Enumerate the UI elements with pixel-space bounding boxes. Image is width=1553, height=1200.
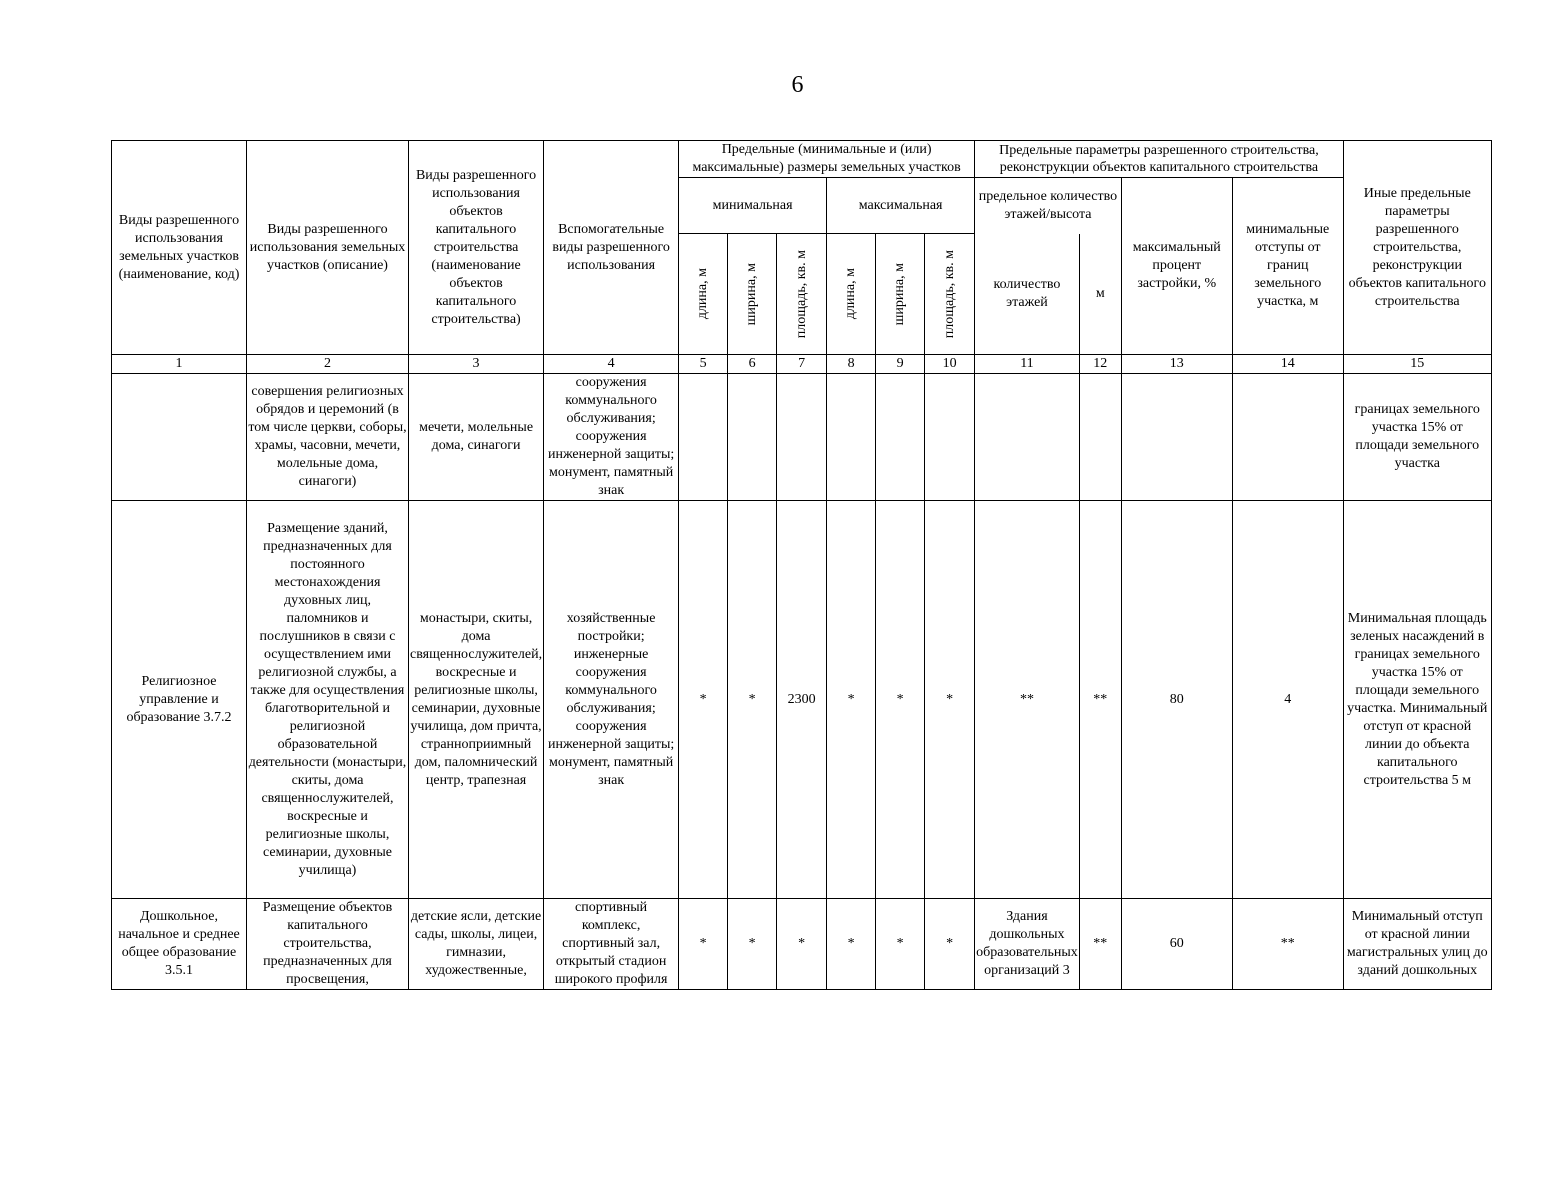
cell-max-percent: [1121, 374, 1232, 501]
cell-land-use-type: [112, 374, 247, 501]
cell-min-setback: **: [1232, 899, 1343, 990]
column-number: 3: [409, 355, 544, 374]
column-number: 14: [1232, 355, 1343, 374]
header-maximal: максимальная: [827, 178, 975, 234]
column-number: 10: [925, 355, 975, 374]
cell-max-length: *: [827, 501, 876, 899]
cell-meters: [1079, 374, 1121, 501]
column-number-row: [112, 355, 1492, 374]
table-row: [112, 899, 1492, 990]
table-row: [112, 501, 1492, 899]
cell-min-length: *: [679, 899, 728, 990]
cell-land-use-type: Религиозное управление и образование 3.7.2: [112, 501, 247, 899]
cell-other-params: Минимальный отступ от красной линии магистральных улиц до зданий дошкольных: [1343, 899, 1491, 990]
cell-min-length: [679, 374, 728, 501]
cell-max-area: [925, 374, 975, 501]
cell-min-setback: 4: [1232, 501, 1343, 899]
cell-capital-objects: монастыри, скиты, дома священнослужителей, воскресные и религиозные школы, семинарии, духовные училища, дом причта, странноприимный дом, паломнический центр, трапезная: [409, 501, 544, 899]
header-other-params: Иные предельные параметры разрешенного строительства, реконструкции объектов капитального строительства: [1343, 141, 1491, 355]
cell-min-area: [777, 374, 827, 501]
cell-min-area: 2300: [777, 501, 827, 899]
column-number: 5: [679, 355, 728, 374]
land-use-table: [111, 140, 1492, 990]
cell-max-percent: 60: [1121, 899, 1232, 990]
page-number: 6: [791, 72, 804, 98]
cell-auxiliary: спортивный комплекс, спортивный зал, открытый стадион широкого профиля: [544, 899, 679, 990]
header-max-build-percent: максимальный процент застройки, %: [1121, 178, 1232, 355]
column-number: 9: [876, 355, 925, 374]
header-min-length: длина, м: [695, 268, 711, 320]
cell-other-params: Минимальная площадь зеленых насаждений в границах земельного участка 15% от площади земельного участка. Минимальный отступ от красной линии до объекта капитального строительства 5 м: [1343, 501, 1491, 899]
cell-auxiliary: сооружения коммунального обслуживания; сооружения инженерной защиты; монумент, памятный знак: [544, 374, 679, 501]
cell-floors: Здания дошкольных образовательных организаций 3: [975, 899, 1080, 990]
column-number: 4: [544, 355, 679, 374]
header-plot-size-limits: Предельные (минимальные и (или) максимальные) размеры земельных участков: [679, 141, 975, 178]
column-number: 1: [112, 355, 247, 374]
header-land-use-type: Виды разрешенного использования земельных участков (наименование, код): [112, 141, 247, 355]
cell-description: Размещение зданий, предназначенных для постоянного местонахождения духовных лиц, паломников и послушников в связи с осуществлением ими религиозной службы, а также для осуществления благотворительной и религиозной образовательной деятельности (монастыри, скиты, дома священнослужителей, воскресные и религиозные школы, семинарии, духовные училища): [247, 501, 409, 899]
column-number: 12: [1079, 355, 1121, 374]
cell-description: Размещение объектов капитального строительства, предназначенных для просвещения,: [247, 899, 409, 990]
header-floors-height: предельное количество этажей/высота: [975, 178, 1122, 234]
cell-max-width: *: [876, 501, 925, 899]
header-min-setback: минимальные отступы от границ земельного участка, м: [1232, 178, 1343, 355]
column-number: 8: [827, 355, 876, 374]
cell-capital-objects: детские ясли, детские сады, школы, лицеи, гимназии, художественные,: [409, 899, 544, 990]
column-number: 13: [1121, 355, 1232, 374]
cell-other-params: границах земельного участка 15% от площади земельного участка: [1343, 374, 1491, 501]
cell-description: совершения религиозных обрядов и церемоний (в том числе церкви, соборы, храмы, часовни, мечети, молельные дома, синагоги): [247, 374, 409, 501]
header-min-width: ширина, м: [744, 262, 760, 326]
header-meters: м: [1079, 234, 1121, 355]
cell-max-width: [876, 374, 925, 501]
cell-max-length: *: [827, 899, 876, 990]
cell-min-width: *: [728, 501, 777, 899]
cell-max-width: *: [876, 899, 925, 990]
cell-max-percent: 80: [1121, 501, 1232, 899]
cell-capital-objects: мечети, молельные дома, синагоги: [409, 374, 544, 501]
cell-land-use-type: Дошкольное, начальное и среднее общее образование 3.5.1: [112, 899, 247, 990]
cell-meters: **: [1079, 501, 1121, 899]
header-minimal: минимальная: [679, 178, 827, 234]
header-land-use-description: Виды разрешенного использования земельных участков (описание): [247, 141, 409, 355]
cell-max-area: *: [925, 501, 975, 899]
cell-floors: [975, 374, 1080, 501]
header-max-area: площадь, кв. м: [941, 249, 957, 339]
header-capital-construction-use: Виды разрешенного использования объектов капитального строительства (наименование объектов капитального строительства): [409, 141, 544, 355]
column-number: 6: [728, 355, 777, 374]
cell-max-length: [827, 374, 876, 501]
cell-min-area: *: [777, 899, 827, 990]
column-number: 11: [975, 355, 1080, 374]
header-construction-params: Предельные параметры разрешенного строительства, реконструкции объектов капитального строительства: [975, 141, 1344, 178]
cell-auxiliary: хозяйственные постройки; инженерные сооружения коммунального обслуживания; сооружения инженерной защиты; монумент, памятный знак: [544, 501, 679, 899]
header-max-length: длина, м: [843, 268, 859, 320]
cell-max-area: *: [925, 899, 975, 990]
column-number: 15: [1343, 355, 1491, 374]
cell-floors: **: [975, 501, 1080, 899]
cell-min-length: *: [679, 501, 728, 899]
header-min-area: площадь, кв. м: [793, 249, 809, 339]
table-row: [112, 374, 1492, 501]
header-floors: количество этажей: [975, 234, 1080, 355]
column-number: 7: [777, 355, 827, 374]
cell-min-setback: [1232, 374, 1343, 501]
cell-min-width: [728, 374, 777, 501]
column-number: 2: [247, 355, 409, 374]
header-max-width: ширина, м: [892, 262, 908, 326]
cell-min-width: *: [728, 899, 777, 990]
header-auxiliary-use: Вспомогательные виды разрешенного использования: [544, 141, 679, 355]
cell-meters: **: [1079, 899, 1121, 990]
